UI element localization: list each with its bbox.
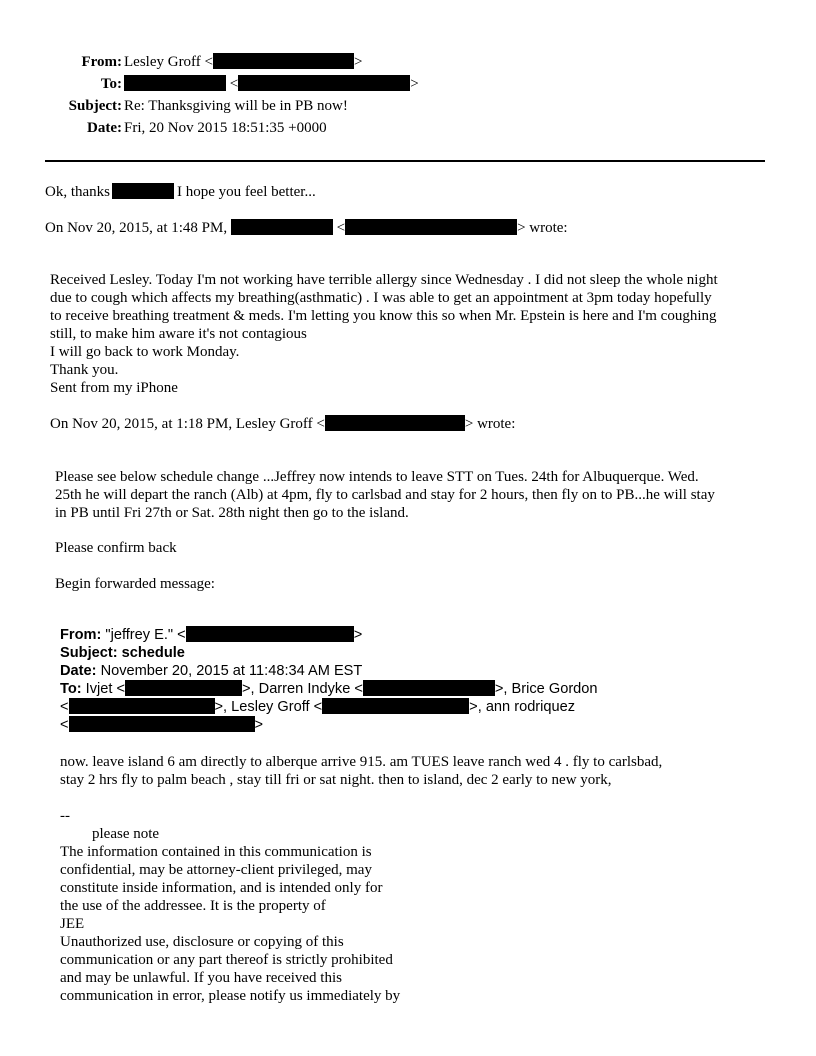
confirm-line: Please confirm back [55,540,177,556]
reply-text: Ok, thanks [45,184,110,200]
fwd-to-name: Brice Gordon [511,681,598,697]
fwd-body-line: now. leave island 6 am directly to alberque arrive 915. am TUES leave ranch wed 4 . fly to carlsbad, [60,754,663,770]
fwd-date [60,662,362,680]
disclaimer-line: communication in error, please notify us immediately by [60,988,401,1004]
fwd-from-label: From: [60,627,102,643]
fwd-subject-value: schedule [121,645,185,661]
message-line: Please see below schedule change ...Jeffrey now intends to leave STT on Tues. 24th for Albuquerque. Wed. [55,469,699,485]
fwd-from: From: "jeffrey E." < > [60,627,363,643]
redaction [125,680,242,696]
redaction [231,219,333,235]
redaction [186,626,354,642]
message-line: due to cough which affects my breathing(asthmatic) . I was able to get an appointment at 3pm today hopefully [50,290,712,306]
fwd-to-name: ann rodriquez [485,699,576,715]
fwd-date-label: Date: [60,663,97,679]
forwarded-intro: Begin forwarded message: [55,576,215,592]
fwd-from-name: "jeffrey E." [105,627,174,643]
date-label: Date: [87,120,122,136]
message-line: Sent from my iPhone [50,380,178,396]
message-body [50,271,718,397]
quote-attribution: On Nov 20, 2015, at 1:18 PM, Lesley Groff < > wrote: [50,416,516,432]
disclaimer-line: The information contained in this communication is [60,844,372,860]
to-value: < > [124,75,419,93]
message-line: in PB until Fri 27th or Sat. 28th night then go to the island. [55,505,409,521]
fwd-to-name: Ivjet [85,681,113,697]
message-body [55,468,715,522]
fwd-body [60,753,662,789]
redaction [69,698,215,714]
fwd-to-name: Lesley Groff [231,699,310,715]
disclaimer [60,843,400,1005]
redaction [238,75,410,91]
fwd-subject-label: Subject: [60,645,118,661]
message-line: to receive breathing treatment & meds. I'm letting you know this so when Mr. Epstein is here and I'm coughing [50,308,717,324]
redaction [345,219,517,235]
date-value: Fri, 20 Nov 2015 18:51:35 +0000 [124,120,327,136]
reply-line [45,183,316,201]
message-line: still, to make him aware it's not contagious [50,326,307,342]
signature-dashes: -- [60,808,70,824]
fwd-subject [60,644,185,662]
signature-note: please note [92,826,160,842]
quote-text: On Nov 20, 2015, at 1:18 PM, Lesley Groff [50,416,313,432]
disclaimer-line: confidential, may be attorney-client privileged, may [60,862,372,878]
disclaimer-line: constitute inside information, and is intended only for [60,880,383,896]
fwd-date-value: November 20, 2015 at 11:48:34 AM EST [100,663,363,679]
redaction [69,716,255,732]
from-value: Lesley Groff < > [124,54,363,70]
fwd-to-cont: < > [60,717,264,733]
redaction [325,415,465,431]
header-divider [45,160,765,162]
to-label: To: [100,76,122,92]
message-line: I will go back to work Monday. [50,344,240,360]
from-name: Lesley Groff [124,54,201,70]
redaction [124,75,226,91]
fwd-to-name: Darren Indyke [258,681,351,697]
redaction [363,680,495,696]
fwd-body-line: stay 2 hrs fly to palm beach , stay till fri or sat night. then to island, dec 2 early to new york, [60,772,612,788]
redaction [213,53,354,69]
subject-value: Re: Thanksgiving will be in PB now! [124,98,348,114]
from-label: From: [81,54,122,70]
redaction [322,698,469,714]
fwd-to-label: To: [60,681,82,697]
quote-text: wrote: [477,416,516,432]
reply-text: I hope you feel better... [177,184,316,200]
disclaimer-line: JEE [60,916,85,932]
disclaimer-line: the use of the addressee. It is the property of [60,898,326,914]
message-line: 25th he will depart the ranch (Alb) at 4pm, fly to carlsbad and stay for 2 hours, then fly on to PB...he will stay [55,487,715,503]
subject-label: Subject: [68,98,122,114]
disclaimer-line: and may be unlawful. If you have received this [60,970,342,986]
fwd-to: To: Ivjet < >, Darren Indyke < >, Brice Gordon [60,681,598,697]
quote-text: On Nov 20, 2015, at 1:48 PM, [45,220,228,236]
quote-attribution: On Nov 20, 2015, at 1:48 PM, < > wrote: [45,220,568,236]
disclaimer-line: communication or any part thereof is strictly prohibited [60,952,393,968]
message-line: Received Lesley. Today I'm not working have terrible allergy since Wednesday . I did not sleep the whole night [50,272,718,288]
disclaimer-line: Unauthorized use, disclosure or copying of this [60,934,344,950]
redaction [112,183,174,199]
quote-text: wrote: [529,220,568,236]
fwd-to-cont: < >, Lesley Groff < >, ann rodriquez [60,699,576,715]
message-line: Thank you. [50,362,119,378]
